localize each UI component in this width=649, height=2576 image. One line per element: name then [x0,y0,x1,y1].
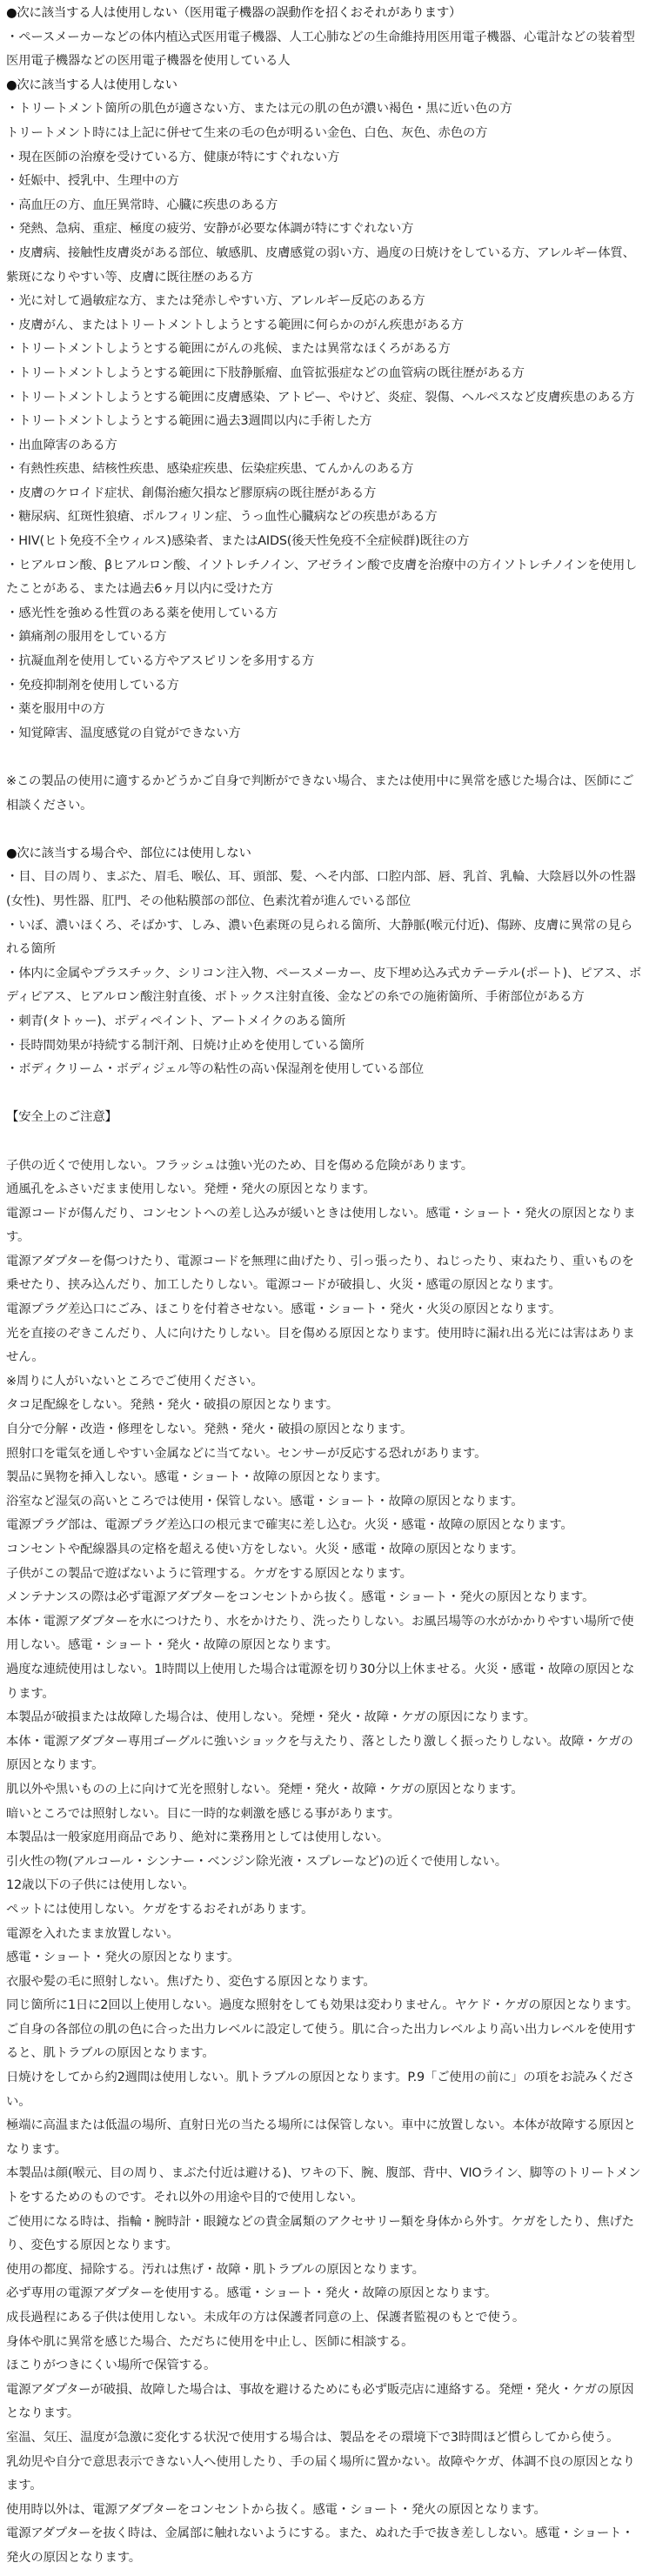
section-contraindications-medical-devices [6,2,643,74]
safety-item: ご自身の各部位の肌の色に合った出力レベルに設定して使う。肌に合った出力レベルより高い出力レベルを使用すると、肌トラブルの原因となります。 [6,2022,636,2061]
safety-item: 身体や肌に異常を感じた場合、ただちに使用を中止し、医師に相談する。 [6,2334,414,2349]
safety-item: 過度な連続使用はしない。1時間以上使用した場合は電源を切り30分以上休ませる。火災・感電・故障の原因となります。 [6,1662,635,1701]
spacer [6,1130,643,1154]
list-item: ・刺青(タトゥー)、ボディペイント、アートメイクのある箇所 [6,1014,346,1028]
section-heading: ●次に該当する人は使用しない（医用電子機器の誤動作を招くおそれがあります） [6,6,462,20]
safety-item: 製品に異物を挿入しない。感電・ショート・故障の原因となります。 [6,1470,388,1485]
safety-heading: 【安全上のご注意】 [6,1110,117,1125]
safety-item: 電源を入れたまま放置しない。 [6,1926,179,1941]
list-item: ・ヒアルロン酸、βヒアルロン酸、イソトレチノイン、アゼライン酸で皮膚を治療中の方イソトレチノインを使用したことがある、または過去6ヶ月以内に受けた方 [6,558,638,597]
safety-item: 浴室など湿気の高いところでは使用・保管しない。感電・ショート・故障の原因となります。 [6,1494,524,1509]
section-contraindications-conditions [6,74,643,746]
list-item: ・長時間効果が持続する制汗剤、日焼け止めを使用している箇所 [6,1038,365,1053]
safety-item: 成長過程にある子供は使用しない。未成年の方は保護者同意の上、保護者監視のもとで使う。 [6,2311,525,2325]
safety-item: 必ず専用の電源アダプターを使用する。感電・ショート・発火・故障の原因となります。 [6,2286,498,2301]
safety-item: 自分で分解・改造・修理をしない。発熱・発火・破損の原因となります。 [6,1422,413,1437]
safety-item: メンテナンスの際は必ず電源アダプターをコンセントから抜く。感電・ショート・発火の原因となります。 [6,1590,595,1605]
safety-item: コンセントや配線器具の定格を超える使い方をしない。火災・感電・故障の原因となります。 [6,1542,524,1556]
list-item: ・知覚障害、温度感覚の自覚ができない方 [6,726,241,740]
list-item: ・有熱性疾患、結核性疾患、感染症疾患、伝染症疾患、てんかんのある方 [6,462,414,477]
list-item: ・いぼ、濃いほくろ、そばかす、しみ、濃い色素斑の見られる箇所、大静脈(喉元付近)、傷跡、皮膚に異常の見られる箇所 [6,918,633,957]
list-item: ・現在医師の治療を受けている方、健康が特にすぐれない方 [6,150,340,164]
list-item: ・皮膚がん、またはトリートメントしようとする範囲に何らかのがん疾患がある方 [6,318,464,332]
spacer [6,746,643,770]
safety-item: 日焼けをしてから約2週間は使用しない。肌トラブルの原因となります。P.9「ご使用の前に」の項をお読みください。 [6,2071,635,2109]
safety-item: 照射口を電気を通しやすい金属などに当てない。センサーが反応する恐れがあります。 [6,1446,487,1461]
list-item: ・ペースメーカーなどの体内植込式医用電子機器、人工心肺などの生命維持用医用電子機器、心電計などの装着型医用電子機器などの医用電子機器を使用している人 [6,30,635,69]
safety-item: 肌以外や黒いものの上に向けて光を照射しない。発煙・発火・故障・ケガの原因となります。 [6,1782,524,1797]
safety-item: 暗いところでは照射しない。目に一時的な刺激を感じる事があります。 [6,1806,400,1821]
safety-item: 電源アダプターを傷つけたり、電源コードを無理に曲げたり、引っ張ったり、ねじったり、束ねたり、重いものを乗せたり、挟み込んだり、加工したりしない。電源コードが破損し、火災・感電の原因となります。 [6,1254,634,1293]
safety-item: 子供がこの製品で遊ばないように管理する。ケガをする原因となります。 [6,1566,412,1581]
spacer [6,818,643,842]
list-item: ・抗凝血剤を使用している方やアスピリンを多用する方 [6,654,315,669]
list-item: ・HIV(ヒト免疫不全ウィルス)感染者、またはAIDS(後天性免疫不全症候群)既往の方 [6,534,470,549]
safety-item: 引火性の物(アルコール・シンナー・ベンジン除光液・スプレーなど)の近くで使用しない。 [6,1854,507,1869]
list-item: ・発熱、急病、重症、極度の疲労、安静が必要な体調が特にすぐれない方 [6,222,414,237]
safety-item: 感電・ショート・発火の原因となります。 [6,1950,240,1965]
safety-item: ※周りに人がいないところでご使用ください。 [6,1374,264,1388]
consult-note: ※この製品の使用に適するかどうかご自身で判断ができない場合、または使用中に異常を感じた場合は、医師にご相談ください。 [6,774,634,813]
list-item: ・トリートメントしようとする範囲に過去3週間以内に手術した方 [6,414,372,429]
list-item: ・トリートメントしようとする範囲にがんの兆候、または異常なほくろがある方 [6,342,451,357]
safety-item: 電源アダプターを抜く時は、金属部に触れないようにする。また、ぬれた手で抜き差ししない。感電・ショート・発火の原因となります。 [6,2526,634,2565]
safety-item: 室温、気圧、温度が急激に変化する状況で使用する場合は、製品をその環境下で3時間ほど慣らしてから使う。 [6,2430,619,2445]
spacer [6,1082,643,1107]
list-item: ・トリートメント箇所の肌色が適さない方、または元の肌の色が濃い褐色・黒に近い色の方 [6,102,512,117]
safety-item: 電源アダプターが破損、故障した場合は、事故を避けるためにも必ず販売店に連絡する。発煙・発火・ケガの原因となります。 [6,2382,634,2421]
list-item: ・鎮痛剤の服用をしている方 [6,630,167,645]
list-item: ・高血圧の方、血圧異常時、心臓に疾患のある方 [6,197,278,212]
list-item: ・薬を服用中の方 [6,702,105,717]
list-item: ・出血障害のある方 [6,438,117,452]
safety-item: ペットには使用しない。ケガをするおそれがあります。 [6,1902,314,1917]
list-item: ・トリートメントしようとする範囲に下肢静脈瘤、血管拡張症などの血管病の既往歴がある方 [6,365,525,380]
safety-item: 本体・電源アダプターを水につけたり、水をかけたり、洗ったりしない。お風呂場等の水がかかりやすい場所で使用しない。感電・ショート・発火・故障の原因となります。 [6,1614,634,1653]
safety-item: 使用時以外は、電源アダプターをコンセントから抜く。感電・ショート・発火の原因となります。 [6,2502,546,2517]
safety-item: ご使用になる時は、指輪・腕時計・眼鏡などの貴金属類のアクセサリー類を身体から外す。ケガをしたり、焦げたり、変色する原因となります。 [6,2214,634,2253]
safety-item: 同じ箇所に1日に2回以上使用しない。過度な照射をしても効果は変わりません。ヤケド・ケガの原因となります。 [6,1998,639,2013]
list-item: ・ボディクリーム・ボディジェル等の粘性の高い保湿剤を使用している部位 [6,1062,424,1077]
safety-item: ほこりがつきにくい場所で保管する。 [6,2359,217,2373]
section-safety-header [6,1106,643,1130]
list-item: ・体内に金属やプラスチック、シリコン注入物、ペースメーカー、皮下埋め込み式カテーテル(ポート)、ピアス、ボディピアス、ヒアルロン酸注射直後、ボトックス注射直後、金などの糸での施術箇所、手術部位がある方 [6,966,642,1005]
safety-item: 電源コードが傷んだり、コンセントへの差し込みが緩いときは使用しない。感電・ショート・発火の原因となります。 [6,1206,636,1245]
safety-item: 本製品は顔(喉元、目の周り、まぶた付近は避ける)、ワキの下、腕、腹部、背中、VIOライン、脚等のトリートメントをするためのものです。それ以外の用途や目的で使用しない。 [6,2166,641,2205]
safety-item: 電源プラグ差込口にごみ、ほこりを付着させない。感電・ショート・発火・火災の原因となります。 [6,1302,562,1317]
safety-item: 衣服や髪の毛に照射しない。焦げたり、変色する原因となります。 [6,1974,376,1989]
safety-item: 本体・電源アダプター専用ゴーグルに強いショックを与えたり、落としたり激しく振ったりしない。故障・ケガの原因となります。 [6,1734,633,1773]
list-item: ・皮膚のケロイド症状、創傷治癒欠損など膠原病の既往歴がある方 [6,485,377,500]
list-item: ・感光性を強める性質のある薬を使用している方 [6,606,278,620]
section-safety-notes [6,1154,643,2571]
list-item: ・妊娠中、授乳中、生理中の方 [6,174,179,189]
section-consult-note [6,770,643,818]
list-item: トリートメント時には上記に併せて生来の毛の色が明るい金色、白色、灰色、赤色の方 [6,125,488,140]
safety-item: 12歳以下の子供には使用しない。 [6,1878,195,1893]
safety-item: 使用の都度、掃除する。汚れは焦げ・故障・肌トラブルの原因となります。 [6,2262,425,2277]
safety-item: 電源プラグ部は、電源プラグ差込口の根元まで確実に差し込む。火災・感電・故障の原因となります。 [6,1518,573,1533]
safety-item: 本製品は一般家庭用商品であり、絶対に業務用としては使用しない。 [6,1830,389,1845]
list-item: ・光に対して過敏症な方、または発赤しやすい方、アレルギー反応のある方 [6,294,425,309]
safety-item: 子供の近くで使用しない。フラッシュは強い光のため、目を傷める危険があります。 [6,1158,473,1173]
safety-item: 光を直接のぞきこんだり、人に向けたりしない。目を傷める原因となります。使用時に漏れ出る光には害はありません。 [6,1326,635,1365]
section-contraindicated-areas [6,842,643,1082]
list-item: ・糖尿病、紅斑性狼瘡、ポルフィリン症、うっ血性心臓病などの疾患がある方 [6,510,438,525]
section-heading: ●次に該当する人は使用しない [6,77,177,92]
list-item: ・免疫抑制剤を使用している方 [6,678,179,693]
safety-item: タコ足配線をしない。発熱・発火・破損の原因となります。 [6,1398,338,1413]
safety-item: 乳幼児や自分で意思表示できない人へ使用したり、手の届く場所に置かない。故障やケガ、体調不良の原因となります。 [6,2454,635,2493]
list-item: ・トリートメントしようとする範囲に皮膚感染、アトピー、やけど、炎症、裂傷、ヘルペスなど皮膚疾患のある方 [6,390,635,405]
list-item: ・目、目の周り、まぶた、眉毛、喉仏、耳、頭部、髪、へそ内部、口腔内部、唇、乳首、乳輪、大陰唇以外の性器(女性)、男性器、肛門、その他粘膜部の部位、色素沈着が進んでいる部位 [6,870,636,908]
safety-item: 通風孔をふさいだまま使用しない。発煙・発火の原因となります。 [6,1182,376,1197]
safety-item: 極端に高温または低温の場所、直射日光の当たる場所には保管しない。車中に放置しない。本体が故障する原因となります。 [6,2118,636,2157]
safety-item: 本製品が破損または故障した場合は、使用しない。発煙・発火・故障・ケガの原因になります。 [6,1710,536,1725]
section-heading: ●次に該当する場合や、部位には使用しない [6,846,251,860]
list-item: ・皮膚病、接触性皮膚炎がある部位、敏感肌、皮膚感覚の弱い方、過度の日焼けをしている方、アレルギー体質、紫斑になりやすい等、皮膚に既往歴のある方 [6,245,635,284]
